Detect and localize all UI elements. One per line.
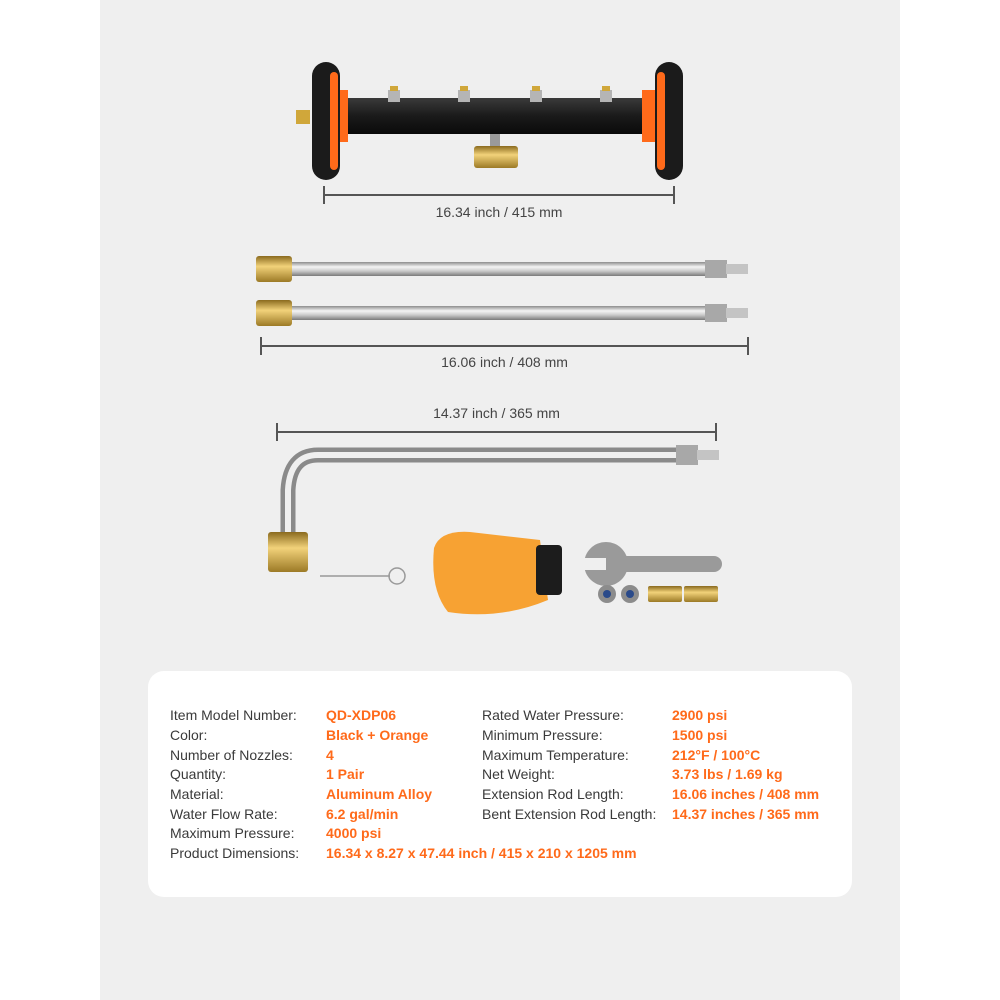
spec-value: 4	[326, 747, 334, 763]
side-nozzle	[296, 110, 310, 124]
spec-label: Maximum Pressure:	[170, 825, 295, 841]
spec-label: Color:	[170, 727, 208, 743]
specifications-panel	[148, 671, 852, 897]
nozzle	[530, 86, 542, 102]
nozzle	[388, 86, 400, 102]
hex-nut	[705, 260, 727, 278]
spec-label: Item Model Number:	[170, 707, 297, 723]
spec-value: 4000 psi	[326, 825, 382, 841]
inlet-stem	[490, 134, 500, 148]
brass-fitting	[648, 586, 682, 602]
spec-value: 16.34 x 8.27 x 47.44 inch / 415 x 210 x 1205 mm	[326, 845, 637, 861]
spec-label: Rated Water Pressure:	[482, 707, 624, 723]
spec-value: 16.06 inches / 408 mm	[672, 786, 820, 802]
spec-value: 1 Pair	[326, 766, 365, 782]
quick-connect-plug	[697, 450, 719, 460]
spec-value: 3.73 lbs / 1.69 kg	[672, 766, 783, 782]
extension-rod	[256, 300, 748, 326]
extension-rod	[256, 256, 748, 282]
nozzle	[458, 86, 470, 102]
left-wheel-rim	[330, 72, 338, 170]
nozzle	[600, 86, 612, 102]
cleaner-bar	[318, 98, 670, 134]
spec-label: Minimum Pressure:	[482, 727, 603, 743]
bent-rod-dimension-label: 14.37 inch / 365 mm	[433, 405, 560, 421]
right-wheel-rim	[657, 72, 665, 170]
lock-nut	[621, 585, 639, 603]
spec-label: Water Flow Rate:	[170, 806, 278, 822]
hex-nut	[676, 445, 698, 465]
spec-label: Quantity:	[170, 766, 227, 782]
hex-nut	[705, 304, 727, 322]
quick-connect-coupler	[256, 300, 292, 326]
spec-value: 212°F / 100°C	[672, 747, 761, 763]
spec-value: 1500 psi	[672, 727, 728, 743]
spec-value: Aluminum Alloy	[326, 786, 433, 802]
nozzle-cleaning-needle	[320, 568, 405, 584]
spec-value: 14.37 inches / 365 mm	[672, 806, 820, 822]
width-dimension-label: 16.34 inch / 415 mm	[435, 204, 563, 220]
lock-nut	[598, 585, 616, 603]
brass-fitting	[684, 586, 718, 602]
spec-label: Number of Nozzles:	[170, 747, 293, 763]
spec-value: QD-XDP06	[326, 707, 397, 723]
inlet-connector	[474, 146, 518, 168]
quick-connect-coupler	[256, 256, 292, 282]
quick-connect-coupler	[268, 532, 308, 572]
quick-connect-plug	[726, 308, 748, 318]
spec-value: Black + Orange	[326, 727, 429, 743]
spec-value: 2900 psi	[672, 707, 728, 723]
wrench	[580, 542, 722, 586]
rod-dimension-label: 16.06 inch / 408 mm	[441, 354, 568, 370]
spec-label: Maximum Temperature:	[482, 747, 629, 763]
spec-label: Extension Rod Length:	[482, 786, 624, 802]
quick-connect-plug	[726, 264, 748, 274]
bent-rod-dimension-line	[277, 423, 716, 441]
width-dimension-line	[324, 186, 674, 204]
spec-label: Material:	[170, 786, 224, 802]
wash-mitt	[433, 532, 562, 614]
spec-label: Bent Extension Rod Length:	[482, 806, 657, 822]
spec-value: 6.2 gal/min	[326, 806, 399, 822]
undercarriage-cleaner	[296, 62, 683, 180]
rod-dimension-line	[261, 337, 748, 355]
spec-label: Product Dimensions:	[170, 845, 300, 861]
spec-label: Net Weight:	[482, 766, 555, 782]
